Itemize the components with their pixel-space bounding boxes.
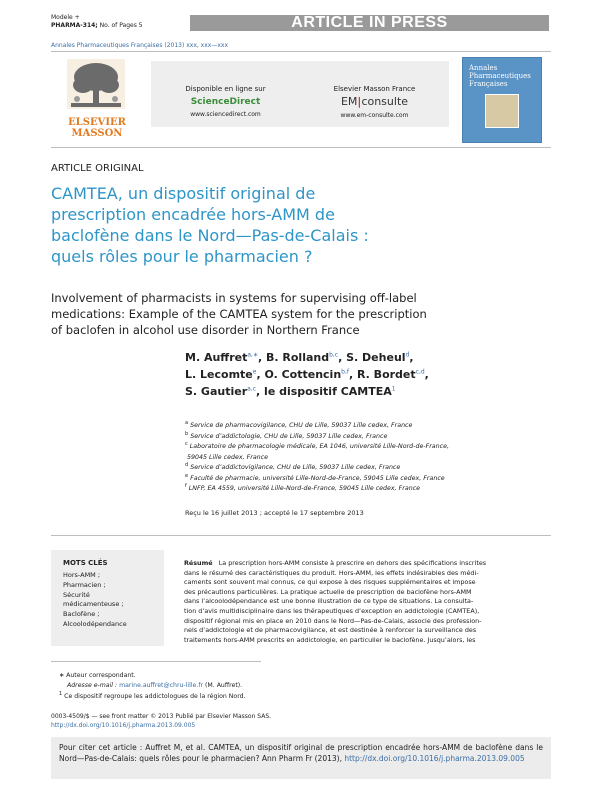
sciencedirect-url[interactable]: www.sciencedirect.com [190,111,261,118]
author-email-link[interactable]: marine.auffret@chru-lille.fr [119,681,204,689]
banner-divider [51,147,551,148]
author[interactable]: B. Rolland [266,351,330,364]
affiliation: $^b$ Service d’addictologie, CHU de Lille, 59037 Lille cedex, France [185,430,388,440]
keywords-title: MOTS CLÉS [63,559,108,567]
journal-cover-thumbnail [462,57,542,143]
keywords-box [51,550,164,646]
keyword: Hors-AMM ; [63,571,101,579]
affiliation: $^d$ Service d’addictovigilance, CHU de Lille, 59037 Lille cedex, France [185,461,401,471]
publisher-banner [51,55,551,143]
keyword: Sécurité [63,590,90,599]
elsevier-logo [51,55,143,143]
author[interactable]: O. Cottencin [264,368,342,381]
keyword: Alcoolodépendance [63,619,127,628]
author-sup[interactable]: b,c [329,351,339,359]
sciencedirect-brand[interactable]: ScienceDirect [190,97,261,107]
emconsulte-url[interactable]: www.em-consulte.com [340,112,409,119]
cover-image [485,94,519,128]
keyword: Pharmacien ; [63,580,106,589]
affiliation: $^c$ Laboratoire de pharmacologie médicale, EA 1046, université Lille-Nord-de-France, [185,440,449,450]
author-sup[interactable]: e [252,368,257,376]
author[interactable]: M. Auffret [185,351,248,364]
affiliation: $^f$ LNFP, EA 4559, université Lille-Nord-de-France, 59045 Lille cedex, France [185,482,421,492]
header-divider [51,51,551,52]
journal-citation-line[interactable]: Annales Pharmaceutiques Françaises (2013) xxx, xxx—xxx [51,42,228,49]
publisher-wordmark: ELSEVIER MASSON [68,117,126,139]
corresponding-author-note: Auteur correspondant. [66,672,136,679]
sciencedirect-column: Disponible en ligne sur ScienceDirect www.sciencedirect.com [156,61,296,118]
author[interactable]: S. Deheul [346,351,406,364]
issn-block [51,712,271,730]
emconsulte-brand[interactable]: EM|consulte [340,95,409,108]
keyword: Baclofène ; [63,610,100,619]
article-in-press-banner: ARTICLE IN PRESS [190,15,549,31]
footnotes: ∗ Auteur correspondant. Adresse e-mail : marine.auffret@chru-lille.fr (M. Auffret). $^1$ Ce dispositif regroupe les addictologues de la région Nord. [59,672,246,701]
article-type: ARTICLE ORIGINAL [51,163,144,174]
author-sup[interactable]: b,f [341,368,349,376]
author[interactable]: S. Gautier [185,385,248,398]
keyword: médicamenteuse ; [63,600,124,609]
author[interactable]: L. Lecomte [185,368,253,381]
keywords-list [63,571,159,630]
abstract-divider-top [51,535,551,536]
availability-box [151,61,449,127]
title-english: Involvement of pharmacists in systems for supervising off-label medications: Example of the CAMTEA system for the prescription of baclofen in alcohol use disorder in Northern France [51,291,427,337]
affiliation: $^a$ Service de pharmacovigilance, CHU de Lille, 59037 Lille cedex, France [185,419,413,429]
citation-doi-link[interactable]: http://dx.doi.org/10.1016/j.pharma.2013.09.005 [344,754,525,763]
cover-title: Annales Pharmaceutiques Françaises [469,64,531,88]
emconsulte-column: Elsevier Masson France EM|consulte www.em-consulte.com [305,61,445,119]
title-french: CAMTEA, un dispositif original de prescription encadrée hors-AMM de baclofène dans le Nord—Pas-de-Calais : quels rôles pour le pharmacien ? [51,184,369,266]
affiliation: 59045 Lille cedex, France [187,453,268,461]
author-sup[interactable]: d [405,351,410,359]
article-ref: PHARMA-314; [51,22,98,29]
footnote-divider [51,661,261,662]
author-list: M. Auffret$^{a,∗}$, B. Rolland$^{b,c}$, S. Deheul$^d$, L. Lecomte$^e$, O. Cottencin$^{b,f}$, R. Bordet$^{c,d}$, S. Gautier$^{a,c}$, le dispositif CAMTEA$^1$ [185,351,429,398]
author-sup[interactable]: 1 [391,385,396,393]
model-label: Modele + [51,14,80,21]
author[interactable]: R. Bordet [357,368,416,381]
received-dates: Reçu le 16 juillet 2013 ; accepté le 17 septembre 2013 [185,509,364,517]
author-sup[interactable]: a,∗ [247,351,258,359]
author-sup[interactable]: a,c [247,385,257,393]
abstract-label: Résumé [184,559,213,567]
issn-line: 0003-4509/$ — see front matter © 2013 Publié par Elsevier Masson SAS. [51,713,272,720]
author[interactable]: le dispositif CAMTEA [264,385,392,398]
citation-text: Pour citer cet article : Auffret M, et al. CAMTEA, un dispositif original de prescription encadrée hors-AMM de baclofène dans le Nord—Pas-de-Calais: quels rôles pour le pharmacien? Ann Pharm Fr (2013), http://dx.doi.org/10.1016/j.pharma.2013.09.005 [59,743,543,763]
consortium-note: Ce dispositif regroupe les addictologues de la région Nord. [64,693,246,701]
abstract: Résumé La prescription hors-AMM consiste à prescrire en dehors des spécifications inscrites dans le résumé des caractéristiques du produit. Hors-AMM, les effets indésirables des médi- caments sont souvent mal connus, ce qui expose à des risques supplémentaires et impose des précautions particulières. La pratique actuelle de prescription de baclofène hors-AMM dans l’alcoolodépendance est une bonne illustration de ce type de situations. La consulta- tion d’avis multidisciplinaire dans les thérapeutiques d’exception en addictologie (CAMTEA), dispositif régional mis en place en 2010 dans le Nord—Pas-de-Calais, associe des profession- nels d’addictologie et de pharmacovigilance, et est destinée à renforcer la surveillance des traitements hors-AMM prescrits en addictologie, en particulier le baclofène. Jusqu’alors, les [184,559,487,644]
running-header [51,14,143,30]
affiliations [185,421,555,495]
author-sup[interactable]: c,d [415,368,425,376]
doi-link[interactable]: http://dx.doi.org/10.1016/j.pharma.2013.09.005 [51,722,196,729]
affiliation: $^e$ Faculté de pharmacie, université Lille-Nord-de-France, 59045 Lille cedex, France [185,472,445,482]
pages-count: No. of Pages 5 [99,22,143,29]
citation-box [51,737,551,779]
